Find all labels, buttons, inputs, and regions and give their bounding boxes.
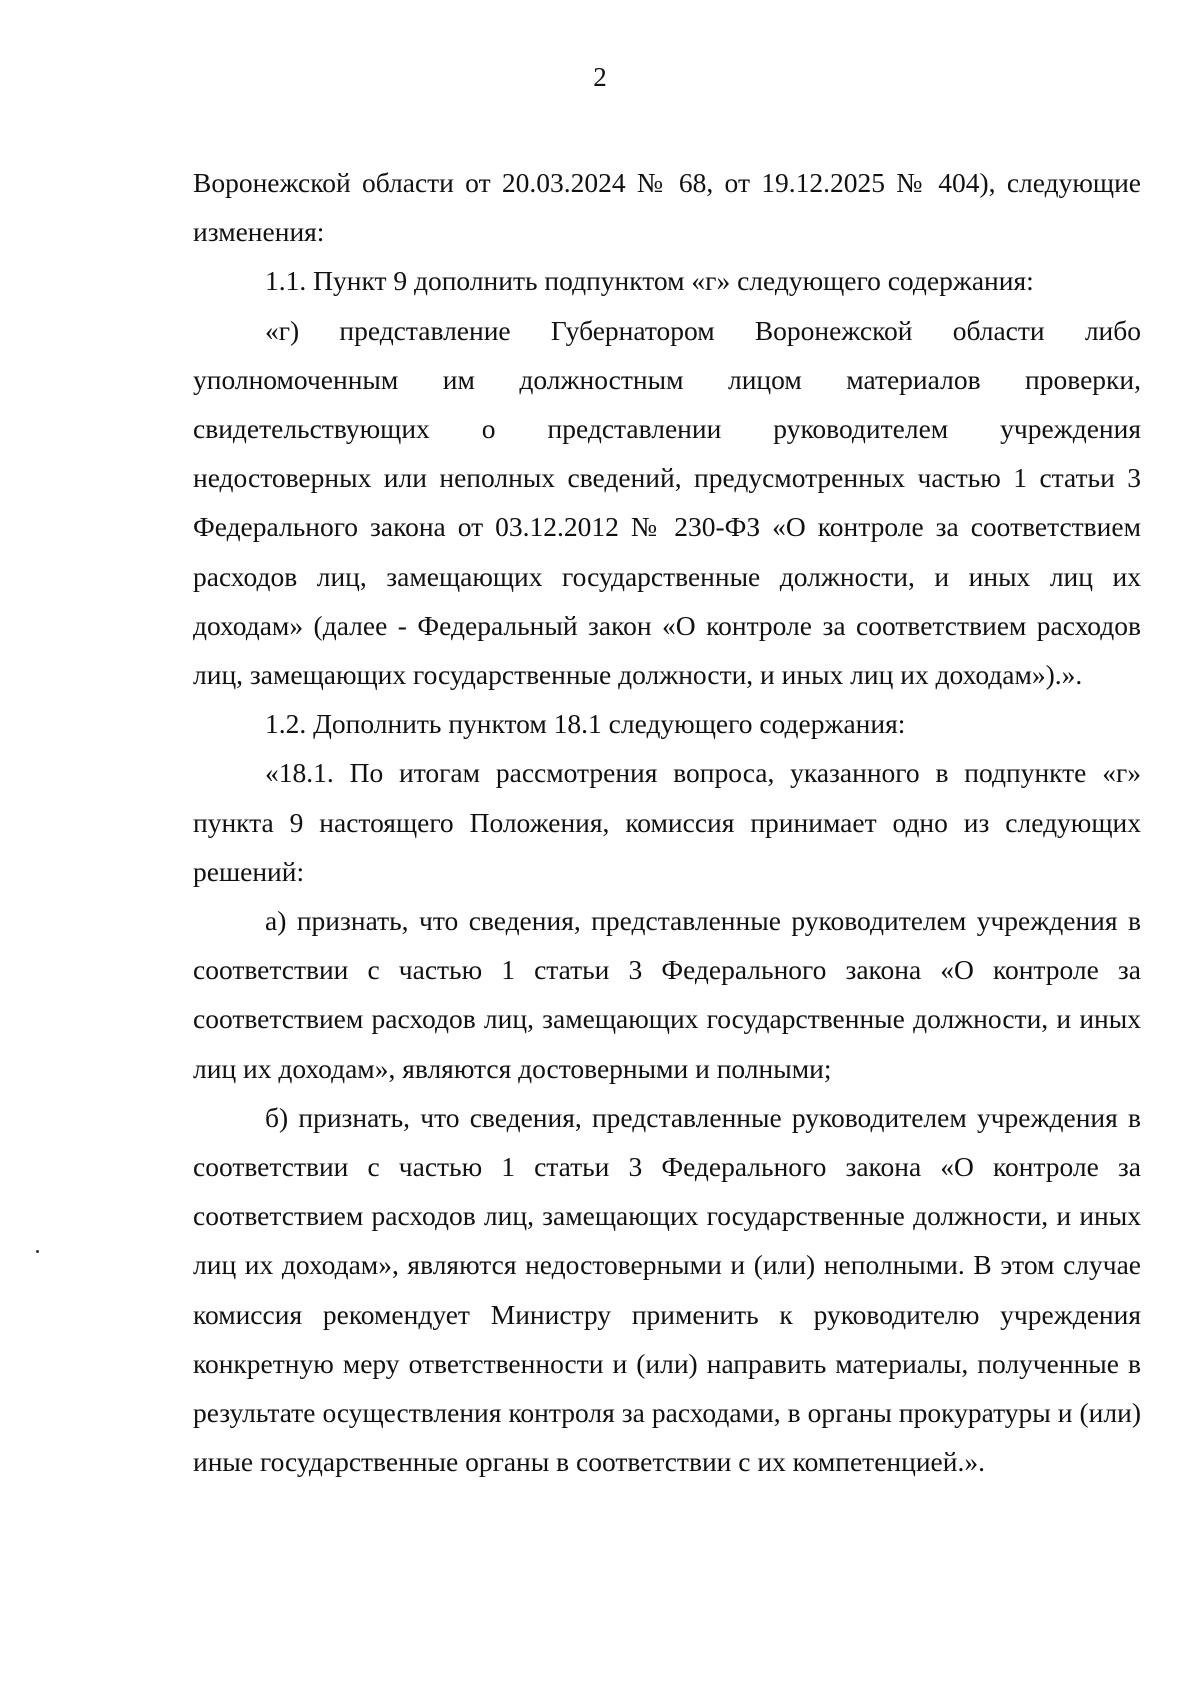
scan-speck [36, 1250, 39, 1253]
page-number: 2 [593, 62, 607, 92]
paragraph-subitem-g: «г) представление Губернатором Воронежской области либо уполномоченным им должностным лицом материалов проверки, свидетельствующих о представлении руководителем учреждения недостоверных или неполных сведений, предусмотренных частью 1 статьи 3 Федерального закона от 03.12.2012 № 230-ФЗ «О контроле за соответствием расходов лиц, замещающих государственные должности, и иных лиц их доходам» (далее - Федеральный закон «О контроле за соответствием расходов лиц, замещающих государственные должности, и иных лиц их доходам»).». [193, 314, 1141, 691]
paragraph-decision-a: а) признать, что сведения, представленные руководителем учреждения в соответствии с частью 1 статьи 3 Федерального закона «О контроле за соответствием расходов лиц, замещающих государственные должности, и иных лиц их доходам», являются достоверными и полными; [193, 905, 1141, 1084]
paragraph-item-1-2: 1.2. Дополнить пунктом 18.1 следующего содержания: [265, 708, 906, 740]
paragraph-item-18-1: «18.1. По итогам рассмотрения вопроса, указанного в подпункте «г» пункта 9 настоящего Положения, комиссия принимает одно из следующих решений: [193, 757, 1141, 887]
paragraph-continuation: Воронежской области от 20.03.2024 № 68, от 19.12.2025 № 404), следующие изменения: [193, 167, 1141, 248]
paragraph-decision-b: б) признать, что сведения, представленные руководителем учреждения в соответствии с частью 1 статьи 3 Федерального закона «О контроле за соответствием расходов лиц, замещающих государственные должности, и иных лиц их доходам», являются недостоверными и (или) неполными. В этом случае комиссия рекомендует Министру применить к руководителю учреждения конкретную меру ответственности и (или) направить материалы, полученные в результате осуществления контроля за расходами, в органы прокуратуры и (или) иные государственные органы в соответствии с их компетенцией.». [193, 1101, 1141, 1478]
document-body [193, 158, 1141, 1486]
paragraph-item-1-1: 1.1. Пункт 9 дополнить подпунктом «г» следующего содержания: [265, 265, 1034, 297]
